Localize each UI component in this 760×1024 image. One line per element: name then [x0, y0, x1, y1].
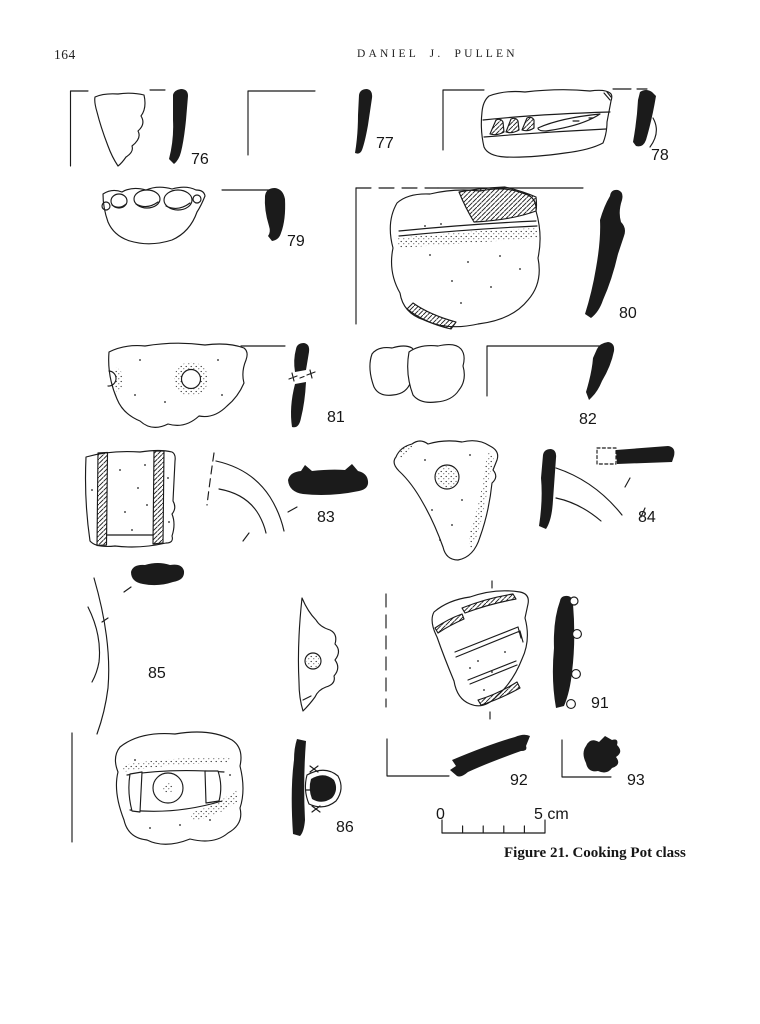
- item-81-drawing: [108, 343, 315, 427]
- item-number-81: 81: [327, 409, 345, 426]
- item-83-drawing: [86, 451, 369, 548]
- item-82-drawing: [370, 342, 614, 402]
- figure-caption: Figure 21. Cooking Pot class: [504, 845, 686, 861]
- item-number-84: 84: [638, 509, 656, 526]
- scale-zero-label: 0: [436, 806, 445, 823]
- item-number-82: 82: [579, 411, 597, 428]
- item-number-79: 79: [287, 233, 305, 250]
- item-number-86: 86: [336, 819, 354, 836]
- item-number-85: 85: [148, 665, 166, 682]
- item-80-drawing: [356, 187, 625, 329]
- item-number-93: 93: [627, 772, 645, 789]
- scale-bar-ruler: [442, 820, 545, 833]
- item-number-83: 83: [317, 509, 335, 526]
- item-84-drawing: [394, 441, 674, 560]
- scale-end-label: 5 cm: [534, 806, 569, 823]
- item-86-drawing: [72, 732, 341, 844]
- running-head: DANIEL J. PULLEN: [357, 48, 518, 60]
- item-number-77: 77: [376, 135, 394, 152]
- item-93-drawing: [562, 736, 620, 777]
- item-number-76: 76: [191, 151, 209, 168]
- item-number-92: 92: [510, 772, 528, 789]
- item-77-drawing: [248, 89, 372, 155]
- item-78-drawing: [443, 89, 656, 157]
- lug-profile-drawing: [298, 598, 338, 711]
- item-number-78: 78: [651, 147, 669, 164]
- item-76-drawing: [71, 89, 189, 166]
- item-number-80: 80: [619, 305, 637, 322]
- page-number: 164: [54, 47, 76, 62]
- item-79-drawing: [102, 187, 285, 244]
- item-92-drawing: [387, 735, 530, 777]
- item-number-91: 91: [591, 695, 609, 712]
- item-91-drawing: [432, 581, 581, 719]
- item-85-drawing: [88, 563, 184, 734]
